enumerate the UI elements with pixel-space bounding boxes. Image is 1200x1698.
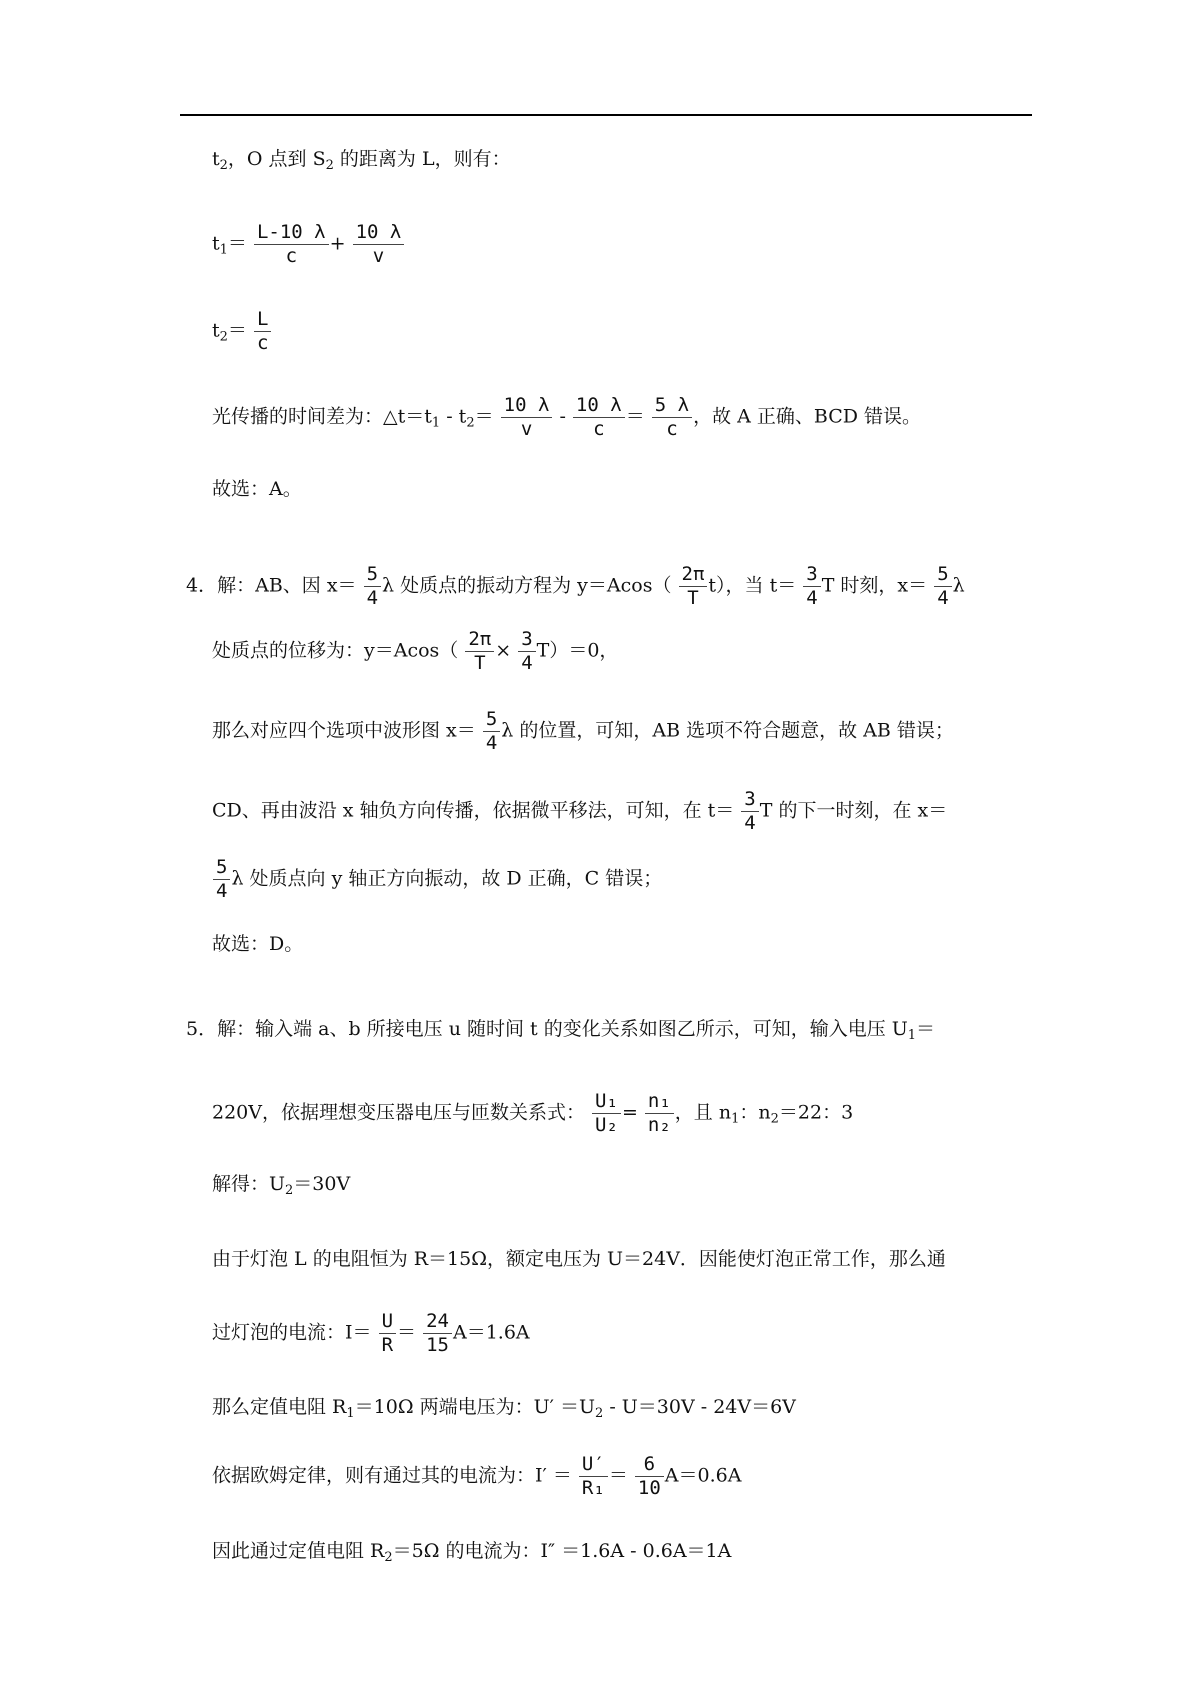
fraction: $\frac{5}{4}$ [213,858,230,901]
fraction: $\frac{10 \lambda}{v}$ [501,396,553,439]
answer-line: 故选：A。 [212,478,302,500]
fraction: $\frac{2\pi}{T}$ [679,565,708,608]
fraction: $\frac{U'}{\text{R₁}}$ [579,1455,608,1498]
equation-t1: $t_1=$ $\frac{L-10 \lambda}{c}$ + $\frac{10 \lambda}{v}$ [212,223,405,266]
fraction: $\frac{3}{4}$ [518,630,535,673]
fraction: $\frac{\text{n₁}}{\text{n₂}}$ [645,1092,674,1135]
text-line-1: $t_2$，O 点到 $S_2$ 的距离为 L，则有： [212,148,511,173]
question-5-line-5: 过灯泡的电流：I＝ $\frac{U}{R}$ ＝ $\frac{24}{15}$ A＝1.6A [212,1310,530,1356]
fraction: $\frac{5 \lambda}{c}$ [652,396,692,439]
fraction: $\frac{2\pi}{T}$ [465,630,494,673]
fraction: $\frac{3}{4}$ [741,790,758,833]
fraction: $\frac{5}{4}$ [934,565,951,608]
question-4-line-4: CD、再由波沿 x 轴负方向传播，依据微平移法，可知，在 t＝ $\frac{3}{4}$ T 的下一时刻，在 x＝ [212,788,948,834]
fraction: $\frac{L-10 \lambda}{c}$ [254,223,329,266]
question-4-line-2: 处质点的位移为：y＝Acos（ $\frac{2\pi}{T}$ × $\frac{3}{4}$ T）＝0， [212,628,619,674]
question-5-line-1: 5．解：输入端 a、b 所接电压 u 随时间 t 的变化关系如图乙所示，可知，输入电压 $U_1=$ [186,1018,936,1043]
question-4-line-5: $\frac{5}{4}$ λ 处质点向 y 轴正方向振动，故 D 正确，C 错误； [212,858,662,901]
answer-line: 故选：D。 [212,933,304,955]
fraction: $\frac{10 \lambda}{c}$ [573,396,625,439]
fraction: $\frac{U}{R}$ [379,1312,396,1355]
fraction: $\frac{L}{c}$ [254,310,271,353]
question-4-line-1: 4．解：AB、因 x＝ $\frac{5}{4}$ λ 处质点的振动方程为 y＝Acos（ $\frac{2\pi}{T}$ t），当 t＝ $\frac{3}{4}$ T 时刻，x＝ $\frac{5}{4}$ λ [186,563,965,609]
question-5-line-2: 220V，依据理想变压器电压与匝数关系式： $\frac{\text{U₁}}{\text{U₂}}$ = $\frac{\text{n₁}}{\text{n₂}}$ ，且 $n_1$：$n_2=22$：3 [212,1090,854,1136]
fraction: $\frac{10 \lambda}{v}$ [353,223,405,266]
fraction: $\frac{3}{4}$ [803,565,820,608]
header-rule [180,114,1032,116]
question-5-line-7: 依据欧姆定律，则有通过其的电流为：I′ ＝ $\frac{U'}{\text{R₁}}$ ＝ $\frac{6}{10}$ A＝0.6A [212,1453,742,1499]
question-5-line-4: 由于灯泡 L 的电阻恒为 R＝15Ω，额定电压为 U＝24V．因能使灯泡正常工作，那么通 [212,1248,946,1270]
fraction: $\frac{\text{U₁}}{\text{U₂}}$ [592,1092,621,1135]
question-5-line-8: 因此通过定值电阻 $R_2=5\Omega$ 的电流为：I″ ＝1.6A - 0.6A＝1A [212,1540,732,1565]
question-5-line-6: 那么定值电阻 $R_1=10\Omega$ 两端电压为：$U' =U_2 - U=30V - 24V=6V$ [212,1396,796,1421]
fraction: $\frac{5}{4}$ [483,710,500,753]
question-5-line-3: 解得：$U_2=30V$ [212,1173,351,1198]
fraction: $\frac{6}{10}$ [635,1455,664,1498]
question-4-line-3: 那么对应四个选项中波形图 x＝ $\frac{5}{4}$ λ 的位置，可知，AB 选项不符合题意，故 AB 错误； [212,708,954,754]
fraction: $\frac{24}{15}$ [423,1312,452,1355]
fraction: $\frac{5}{4}$ [364,565,381,608]
time-difference-line: 光传播的时间差为：$\triangle t=t_1 - t_2=$ $\frac{10 \lambda}{v}$ - $\frac{10 \lambda}{c}$ ＝ $\frac{5 \lambda}{c}$ ，故 A 正确、BCD 错误。 [212,394,922,440]
equation-t2: $t_2=$ $\frac{L}{c}$ [212,310,272,353]
